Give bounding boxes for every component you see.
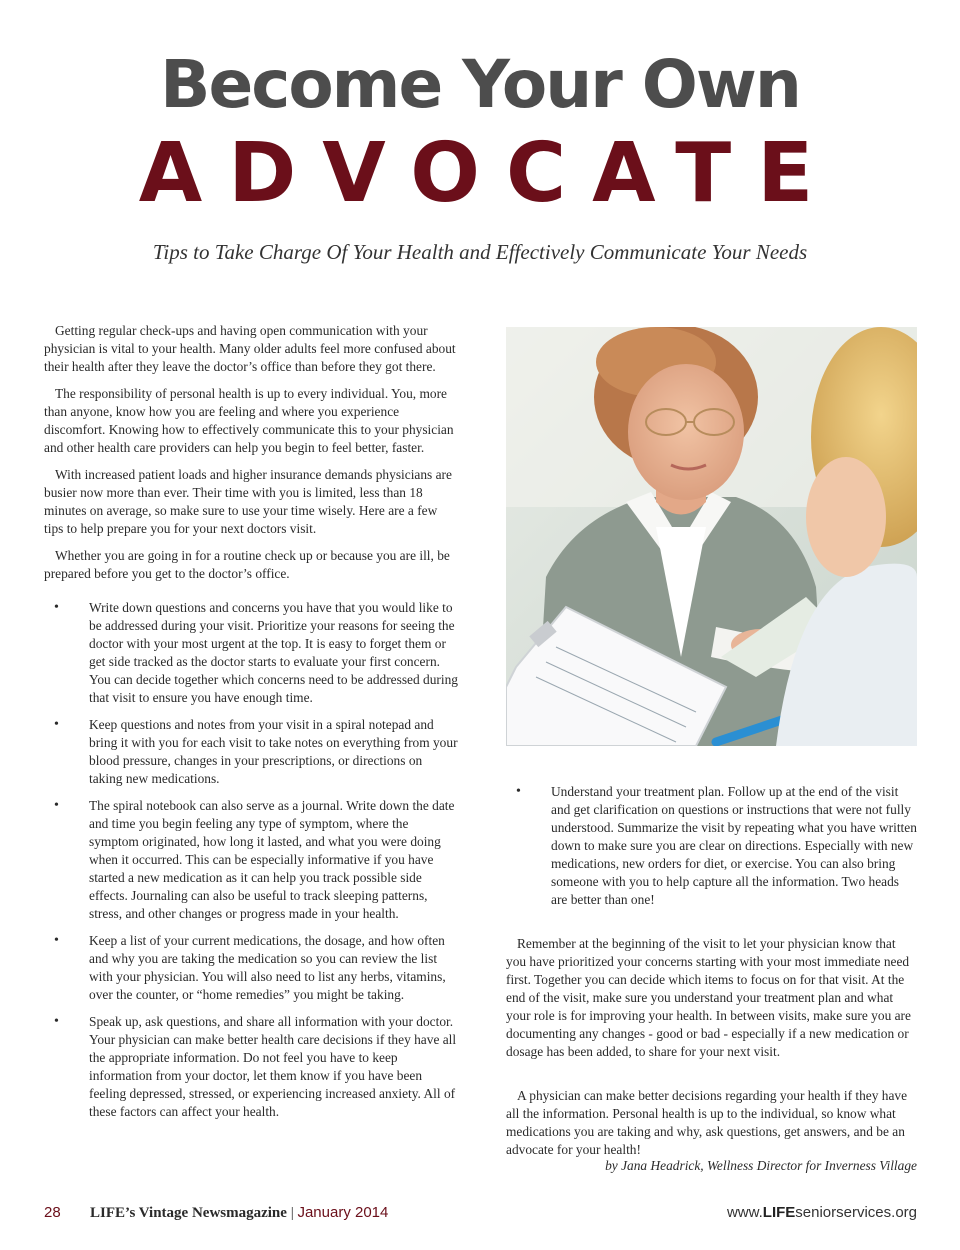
left-column [44,322,458,1130]
magazine-name: LIFE’s Vintage Newsmagazine [90,1205,287,1221]
tips-list [44,599,458,1121]
tip-item: • Keep questions and notes from your visit in a spiral notepad and bring it with you for each visit to take notes on everything from your blood pressure, changes in your prescriptions, or directions on taking new medications. [44,716,458,788]
intro-paragraph: Whether you are going in for a routine check up or because you are ill, be prepared before you get to the doctor’s office. [44,548,450,581]
url-brand: LIFE [762,1204,796,1221]
website-url [727,1204,917,1221]
intro-paragraph: The responsibility of personal health is up to every individual. You, more than anyone, know how you are feeling and where you experience discomfort. Knowing how to effectively communicate this to your physician and other health care providers can help you begin to feel better, faster. [44,386,454,455]
closing-paragraph: A physician can make better decisions regarding your health if they have all the information. Personal health is up to the individual, so know what medications you are taking and why, ask questions, get answers, and be an advocate for your health! [506,1088,908,1157]
tip-item: • Speak up, ask questions, and share all information with your doctor. Your physician can make better health care decisions if they have all the appropriate information. Do not feel you have to keep information from your doctor, let them know if you have been feeling depressed, stressed, or experiencing increased anxiety. All of these factors can affect your health. [44,1013,458,1121]
magazine-title [90,1204,388,1222]
tip-item: • Keep a list of your current medications, the dosage, and how often and why you are taking the medication so you can review the list with your physician. You will also need to list any herbs, vitamins, over the counter, or “home remedies” you might be taking. [44,932,458,1004]
tip-item: • Understand your treatment plan. Follow up at the end of the visit and get clarification on questions or instructions that were not fully understood. Summarize the visit by repeating what you have written down to make sure you are clear on directions. Especially with new medications, new orders for diet, or exercise. You can also bring someone with you to help capture all the information. Two heads are better than one! [506,783,917,909]
closing-paragraph: Remember at the beginning of the visit to let your physician know that you have prioritized your concerns starting with your most immediate need first. Together you can decide which items to focus on for that visit. At the end of the visit, make sure you understand your treatment plan and what your role is for improving your health. In between visits, make sure you are documenting any changes - good or bad - especially if a new medication or dosage has been added, to share for your next visit. [506,936,911,1059]
intro-paragraph: Getting regular check-ups and having open communication with your physician is vital to your health. Many older adults feel more confused about their health after they leave the doctor’s office than before they got there. [44,323,456,374]
right-column [506,783,917,1185]
tips-list-continued [506,783,917,909]
page-number: 28 [44,1204,61,1221]
url-prefix: www. [726,1204,763,1221]
doctor-patient-photo [506,327,917,746]
intro-paragraph: With increased patient loads and higher insurance demands physicians are busier now more than ever. Their time with you is limited, less than 18 minutes on average, so make sure to use your time wisely. Here are a few tips to help prepare you for your next doctors visit. [44,467,452,536]
tip-item: • Write down questions and concerns you have that you would like to be addressed during your visit. Prioritize your reasons for seeing the doctor with your most urgent at the top. It is easy to forget them or get side tracked as the doctor starts to evaluate your first concern. You can decide together which concerns need to be addressed during that visit to ensure you have enough time. [44,599,458,707]
byline: by Jana Headrick, Wellness Director for Inverness Village [605,1158,917,1173]
title-line-2: ADVOCATE [138,126,840,221]
issue-date: January 2014 [297,1204,389,1221]
footer-separator: | [286,1205,298,1221]
tip-item: • The spiral notebook can also serve as a journal. Write down the date and time you begin feeling any type of symptom, where the symptom originated, how long it lasted, and what you were doing when it occurred. This can be especially informative if you have started a new medication as it can help you track possible side effects. Journaling can also be useful to track sleeping patterns, stress, and other changes or progress made in your health. [44,797,458,923]
title-line-1: Become Your Own [160,46,800,123]
subtitle: Tips to Take Charge Of Your Health and Effectively Communicate Your Needs [152,240,808,264]
url-suffix: seniorservices.org [795,1204,917,1221]
